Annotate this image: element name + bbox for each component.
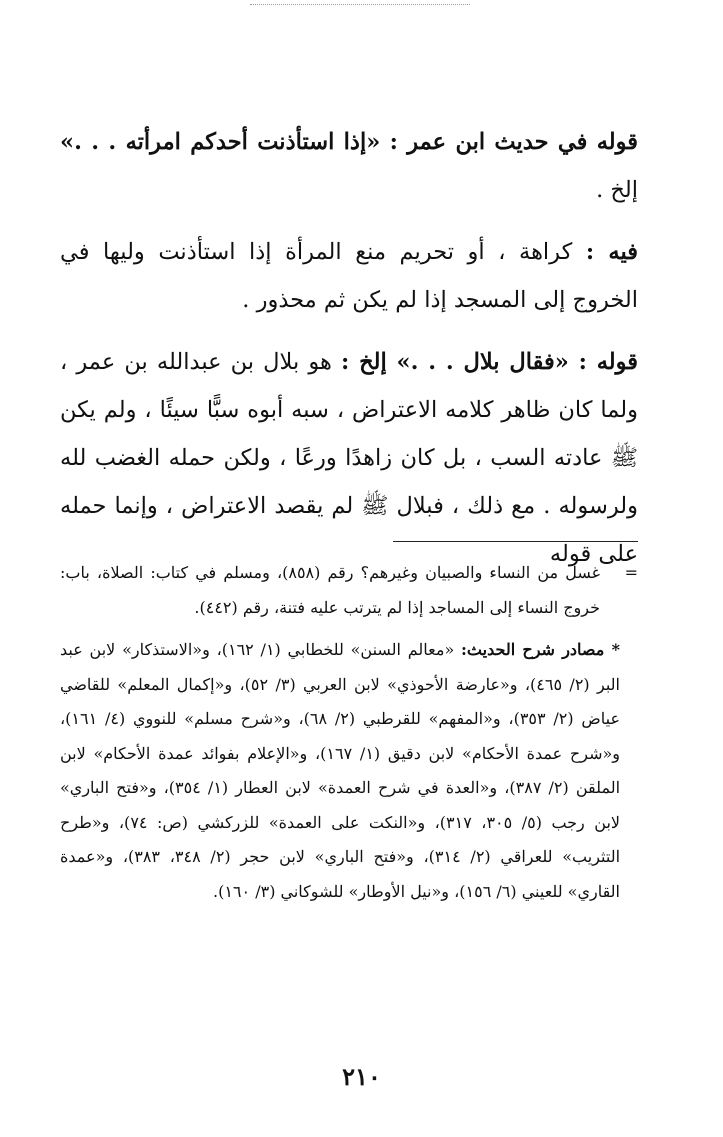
footnote-continuation	[60, 556, 638, 625]
paragraph-heading: قوله : «فقال بلال . . .» إلخ :	[340, 349, 638, 375]
paragraph-text: هو بلال بن عبدالله بن عمر ، ولما كان ظاهر كلامه الاعتراض ، سبه أبوه سبًّا سيئًا ، ولم يكن ﷺ عادته السب ، بل كان زاهدًا ورعًا ، ولكن حمله الغضب لله ولرسوله . مع ذلك ، فبلال ﷺ لم يقصد الاعتراض ، وإنما حمله على قوله	[60, 349, 638, 567]
footnotes-section	[60, 556, 638, 909]
paragraph-text: إلخ .	[596, 177, 638, 203]
continuation-marker: =	[624, 563, 638, 582]
header-rule	[250, 4, 470, 5]
footnote-separator	[393, 541, 638, 542]
sources-heading: * مصادر شرح الحديث:	[461, 640, 620, 659]
sources-text: «معالم السنن» للخطابي (١/ ١٦٢)، و«الاستذكار» لابن عبد البر (٢/ ٤٦٥)، و«عارضة الأحوذي» لابن العربي (٣/ ٥٢)، و«إكمال المعلم» للقاضي عياض (٢/ ٣٥٣)، و«المفهم» للقرطبي (٢/ ٦٨)، و«شرح مسلم» للنووي (٤/ ١٦١)، و«شرح عمدة الأحكام» لابن دقيق (١/ ١٦٧)، و«الإعلام بفوائد عمدة الأحكام» لابن الملقن (٢/ ٣٨٧)، و«العدة في شرح العمدة» لابن العطار (١/ ٣٥٤)، و«فتح الباري» لابن رجب (٥/ ٣٠٥، ٣١٧)، و«النكت على العمدة» للزركشي (ص: ٧٤)، و«طرح التثريب» للعراقي (٢/ ٣١٤)، و«فتح الباري» لابن حجر (٢/ ٣٤٨، ٣٨٣)، و«عمدة القاري» للعيني (٦/ ١٥٦)، و«نيل الأوطار» للشوكاني (٣/ ١٦٠).	[60, 640, 621, 901]
footnote-continuation-text: غسل من النساء والصبيان وغيرهم؟ رقم (٨٥٨)، ومسلم في كتاب: الصلاة، باب: خروج النساء إلى المساجد إذا لم يترتب عليه فتنة، رقم (٤٤٢).	[60, 563, 600, 617]
paragraph-heading: فيه :	[585, 239, 638, 265]
paragraph-fihi	[60, 228, 638, 324]
paragraph-hadith-ibn-umar	[60, 118, 638, 214]
footnote-sources	[60, 633, 638, 909]
main-body-text	[60, 118, 638, 592]
paragraph-text: كراهة ، أو تحريم منع المرأة إذا استأذنت وليها في الخروج إلى المسجد إذا لم يكن ثم محذور .	[60, 239, 638, 313]
page-number: ٢١٠	[342, 1062, 381, 1091]
paragraph-heading: قوله في حديث ابن عمر : «إذا استأذنت أحدكم امرأته . . .»	[60, 129, 638, 155]
paragraph-bilal	[60, 338, 638, 578]
